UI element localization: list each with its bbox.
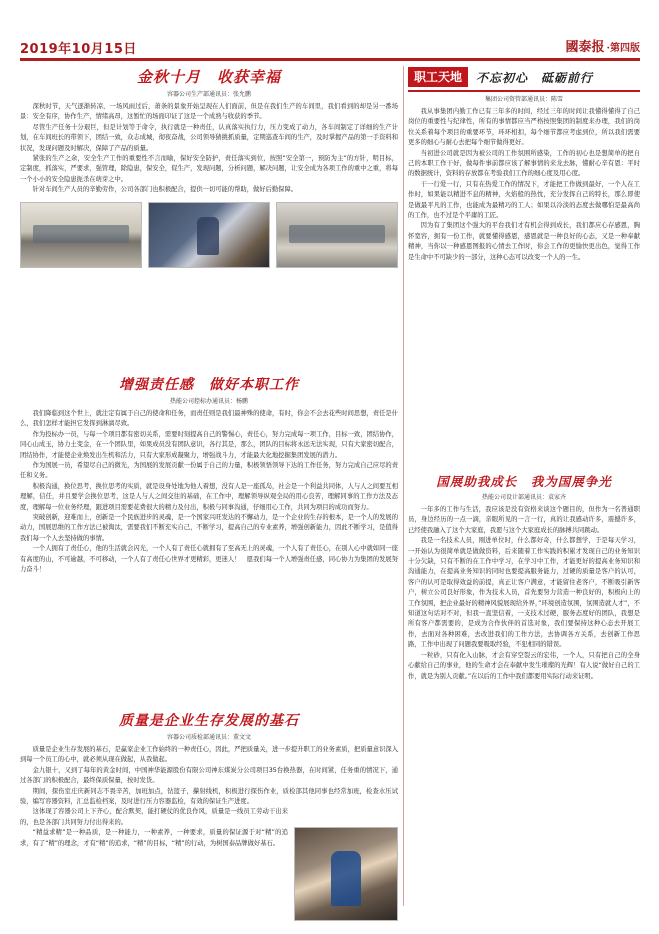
article-byline: 容器公司质检部通讯员：董文文 (166, 734, 251, 741)
left-column (20, 66, 398, 906)
paragraph: 紧张的生产之余，安全生产工作的重要性不言而喻，保好安全防护，责任落实到位，按照“安全第一，预防为主”的方针，明目标，定制度，抓落实，严要求，强管理，除隐患，保安全，促生产，发现问题，分析问题，解决问题，让安全成为各项工作的重中之重，将每一个小小的安全隐患扼杀在萌芽之中。 (20, 155, 398, 183)
paragraph: 我从事集团内勤工作已有三年多的时间，经过三年的时间让我懂得懂得了自己岗位的重要性与纪律性，所有的事情都应当严格按照集团的制度来办理，我们的岗位关系着每个项目的重要环节，环环相扣，每个细节都应考虑到位，所以我们需要更多的细心与耐心去把每个细节做得更好。 (408, 108, 640, 147)
masthead-title: 國泰报 (565, 40, 605, 55)
article-byline: 容器公司生产部通讯员：张允鹏 (166, 91, 251, 98)
paragraph: 尽管生产任务十分艰巨，但是计划等于命令，执行就是一种责任，认真落实执行力，压力变成了动力，各车间制定了详细的生产计划，在车间班长的带领下，团结一致，众志成城，彻夜奋战，公司领导猜挑抓质量，定期巡查车间的生产，及时掌握产品的第一手资料和状况，发现问题及时解决，保障了产品的质量。 (20, 123, 398, 152)
welding-photo (148, 202, 270, 268)
paragraph: 金九银十，又到了每年的黄金时间，中国神华能源股份有限公司神东煤炭分公司项目35台换热器，在时间紧，任务重的情况下，通过各部门的积极配合，最终保质保量，按时发货。 (20, 766, 398, 785)
paragraph: 作为国展一员，希望尽自己的微光，为国展的发展贡献一份属于自己的力量，积极领悟领导下达的工作任务，努力完成自己应尽的责任和义务。 (20, 462, 398, 480)
edition-label: ·第四版 (606, 43, 640, 54)
article-grow-with-guozhan (408, 472, 640, 682)
banner-rule (408, 90, 640, 92)
article-title: 不忘初心 砥砺前行 (476, 70, 594, 85)
article-byline: 集团公司资管部通讯员：陈雪 (484, 96, 563, 103)
paragraph: 我是一名技术人员，刚进单位时，什么都好奇，什么都想学，于是每天学习，一开始认为很简单就是做做资料，后来随着工作实践的积累才发现自己的业务知识十分欠缺，只有不断的在工作中学习，在学习中工作，才能更好的提高业务知识和沟通能力，在提高业务知识的同时也要提高服务能力，过硬的质量是客户的认可，客户的认可是取得效益的前提，真正让客户满意，才能留住老客户，不断吸引新客户，树立公司良好形象，作为技术人员，首先要努力营造一种良好的，积极向上的工作氛围，把企业最好的精神风貌展现给外界，”环境创造氛围，氛围造就人才”，不知道这句话对不对，但我一直坚信着，一支技术过硬，服务态度好的团队，我想是所有客户都需要的，是成为合作伙伴的首选对象，我们要保持这种心态去开展工作，去面对各种困难，去改进我们的工作方法，去协调各方关系，去创新工作思路，工作中出现了问题我要吸取经验，不犯相同的错误。 (408, 537, 640, 649)
column-divider (403, 66, 404, 906)
paragraph: 深秋时节，天气逐渐转凉，一场风雨过后，萧条的景象开始呈现在人们面前，但是在我们生产的车间里，我们看到的却是另一番场景：安全有序，协作生产，情绪高昂，这暂忙的场面印证了这是一个成熟与收获的季节。 (20, 103, 398, 121)
article-title: 增强责任感 做好本职工作 (119, 377, 299, 393)
photo-strip (20, 202, 398, 268)
paragraph: 因为有了集团这个强大的平台我们才有机会得到成长，我们都应心存感恩，胸怀宽容，拥有一份工作，就要懂得感恩，感恩就是一种良好的心态，又是一种奉献精神，当你以一种感恩图报的心情去工作时，你会工作的更愉快更出色，觉得工作是生命中不可缺少的一部分，这种心态可以改变一个人的一生。 (408, 222, 640, 261)
paragraph: 针对车间生产人员的辛勤劳作，公司各部门也积极配合，提供一切可能的帮助，做好后勤保障。 (32, 186, 298, 194)
paragraph: 一年多的工作与生活，我应该是没有资格来谈这个题目的，但作为一名普通职员，身边经历的一点一滴，亲眼所见的一言一行，真的让我感动许多，震撼许多，已经使我融入了这个大家庭，我愿与这个大家庭成长的脉搏共同跳动。 (408, 506, 640, 534)
paragraph: 当初进公司就是因为被公司的工作氛围所感染，工作的初心也是想简单的把自己的本职工作干好，做每件事前都应该了解事情的来龙去脉，懂耐心辛有恩：平时的数据统计，资料的存放都在考验我们工作的细心度及用心度。 (408, 149, 640, 178)
newspaper-page (20, 36, 640, 916)
paragraph: 一个人拥有了责任心，他的生活就会闪光，一个人有了责任心就拥有了至高无上的灵魂，一个人有了责任心，在别人心中就如同一座有高度的山，不可逾越，不可移动，一个人有了责任心世界才更精彩，更迷人！ 愿我们每一个人增强责任感，同心协力为集团的发展努力奋斗！ (20, 545, 398, 574)
paragraph: 干一行爱一行，只有在热爱工作的情况下，才能把工作做到最好，一个人在工作时，如果能以精进不息的精神，火焰般的热忱，充分发挥自己的特长，那么即使是做最平凡的工作，也能成为最精巧的工人；如果以冷淡的态度去做哪怕是最高尚的工作，也不过是个平庸的工匠。 (408, 180, 640, 220)
header-rule (20, 58, 640, 61)
article-title: 质量是企业生存发展的基石 (119, 713, 299, 729)
section-tag: 职工天地 (408, 67, 468, 87)
paragraph: 我们降临到这个世上，就注定有属于自己的使命和任务，而责任则是我们最神殊的使命，有时，你会不会去花些时间思想，责任是什么，我们怎样才能担它发挥到淋漓尽致。 (20, 410, 398, 428)
masthead (566, 36, 641, 55)
paragraph: 作为投标办一员，与每一个项目都有密切关系，需要时刻提高自己的警惕心，责任心，努力完成每一项工作，目标一致，团结协作，同心山成玉，协力土变金，在一个团队里，如果成员没有团队意识，各行其是，那么，团队的目标将永远无法实现，只有大家密切配合，团结协作，才能使企业焕发出生机和活力，只有大家形成凝聚力，增强战斗力，才能最大化地挖掘集团发展的潜力。 (20, 430, 398, 459)
article-body (20, 745, 398, 849)
article-title: 金秋十月 收获幸福 (136, 68, 281, 86)
article-quality (20, 710, 398, 849)
paragraph: “精益求精”是一种品质，是一种能力，一种素养，一种要求，质量的保证源于对“精”的追求，有了“精”的理念，才有“精”的追求，“精”的目标，“精”的行动，为树国泰品牌做好基石。 (20, 829, 288, 847)
issue-date: 2019年10月15日 (20, 42, 137, 57)
section-banner (408, 66, 640, 88)
paragraph: 一粒砂，只有化入山脉，才会有穿空裂云的宏伟，一个人，只有把自己的全身心献给自己的事业，他的生命才会在奉献中发生璀璨的光辉！有人说“做好自己的工作，就是为别人贡献。”在以后的工作中我们都要用实际行动来证明。 (408, 651, 640, 680)
article-byline: 热能公司设计部通讯员：袁家齐 (481, 494, 566, 501)
paragraph: 这体现了容器公司上下齐心，配合默契，能打硬仗的优良作风，质量是一线员工劳动干出来的，也是各部门共同努力付出得来的。 (20, 808, 288, 826)
paragraph: 积极沟通，换位思考，换位思考的实质，就是设身处地为他人着想，没有人是一座孤岛，社会是一个利益共同体，人与人之间要互相理解，信任，并且要学会换位思考，这是人与人之间交往的基础，在工作中，理解领导纵观全局的用心良苦，理解同事的工作方法及态度，理解每一位业务经理，跟进项目需要花费很大的精力及付出，积极与同事沟通，仔细用心工作，共同为项目的成功而努力。 (20, 482, 398, 511)
article-golden-autumn (20, 66, 398, 272)
article-original-aspiration (408, 66, 640, 263)
article-byline: 热能公司控标办通讯员：杨鹏 (169, 398, 248, 405)
page-header (20, 36, 640, 60)
inspection-photo (294, 827, 398, 921)
paragraph: 期间，探伤室庄庆新同志不畏辛苦，加班加点，钻篮子，攥射线机，积极进行探伤作业，质检部其他同事也经常加班，检查水压试验，编写容器资料，汇总监检档案，及时进行压力容器监检，有效的保证生产进度。 (20, 787, 398, 806)
article-title: 国展助我成长 我为国展争光 (436, 474, 612, 489)
workshop-photo (20, 202, 142, 268)
paragraph: 质量是企业生存发展的基石，是赢家企业工作始终的一种责任心，因此，严把质量关，进一步提升职工的业务素质，把质量意识深入到每一个员工的心中，就必须从现在做起，从我做起。 (20, 746, 398, 764)
right-column (408, 66, 640, 906)
paragraph: 突破创新，迎难而上，创新是一个民族进步的灵魂，是一个国家兴旺发达的不懈动力，是一个企业的生存的根本，是一个人的发展的动力，国展思维的工作方法已被淘汰，需要我们不断充实自己，不断学习，提高自己的专业素养，增强创新能力，因此不断学习，是值得我们每一个人去坚持做的事情。 (20, 514, 398, 542)
factory-photo (276, 202, 398, 268)
article-responsibility (20, 374, 398, 576)
